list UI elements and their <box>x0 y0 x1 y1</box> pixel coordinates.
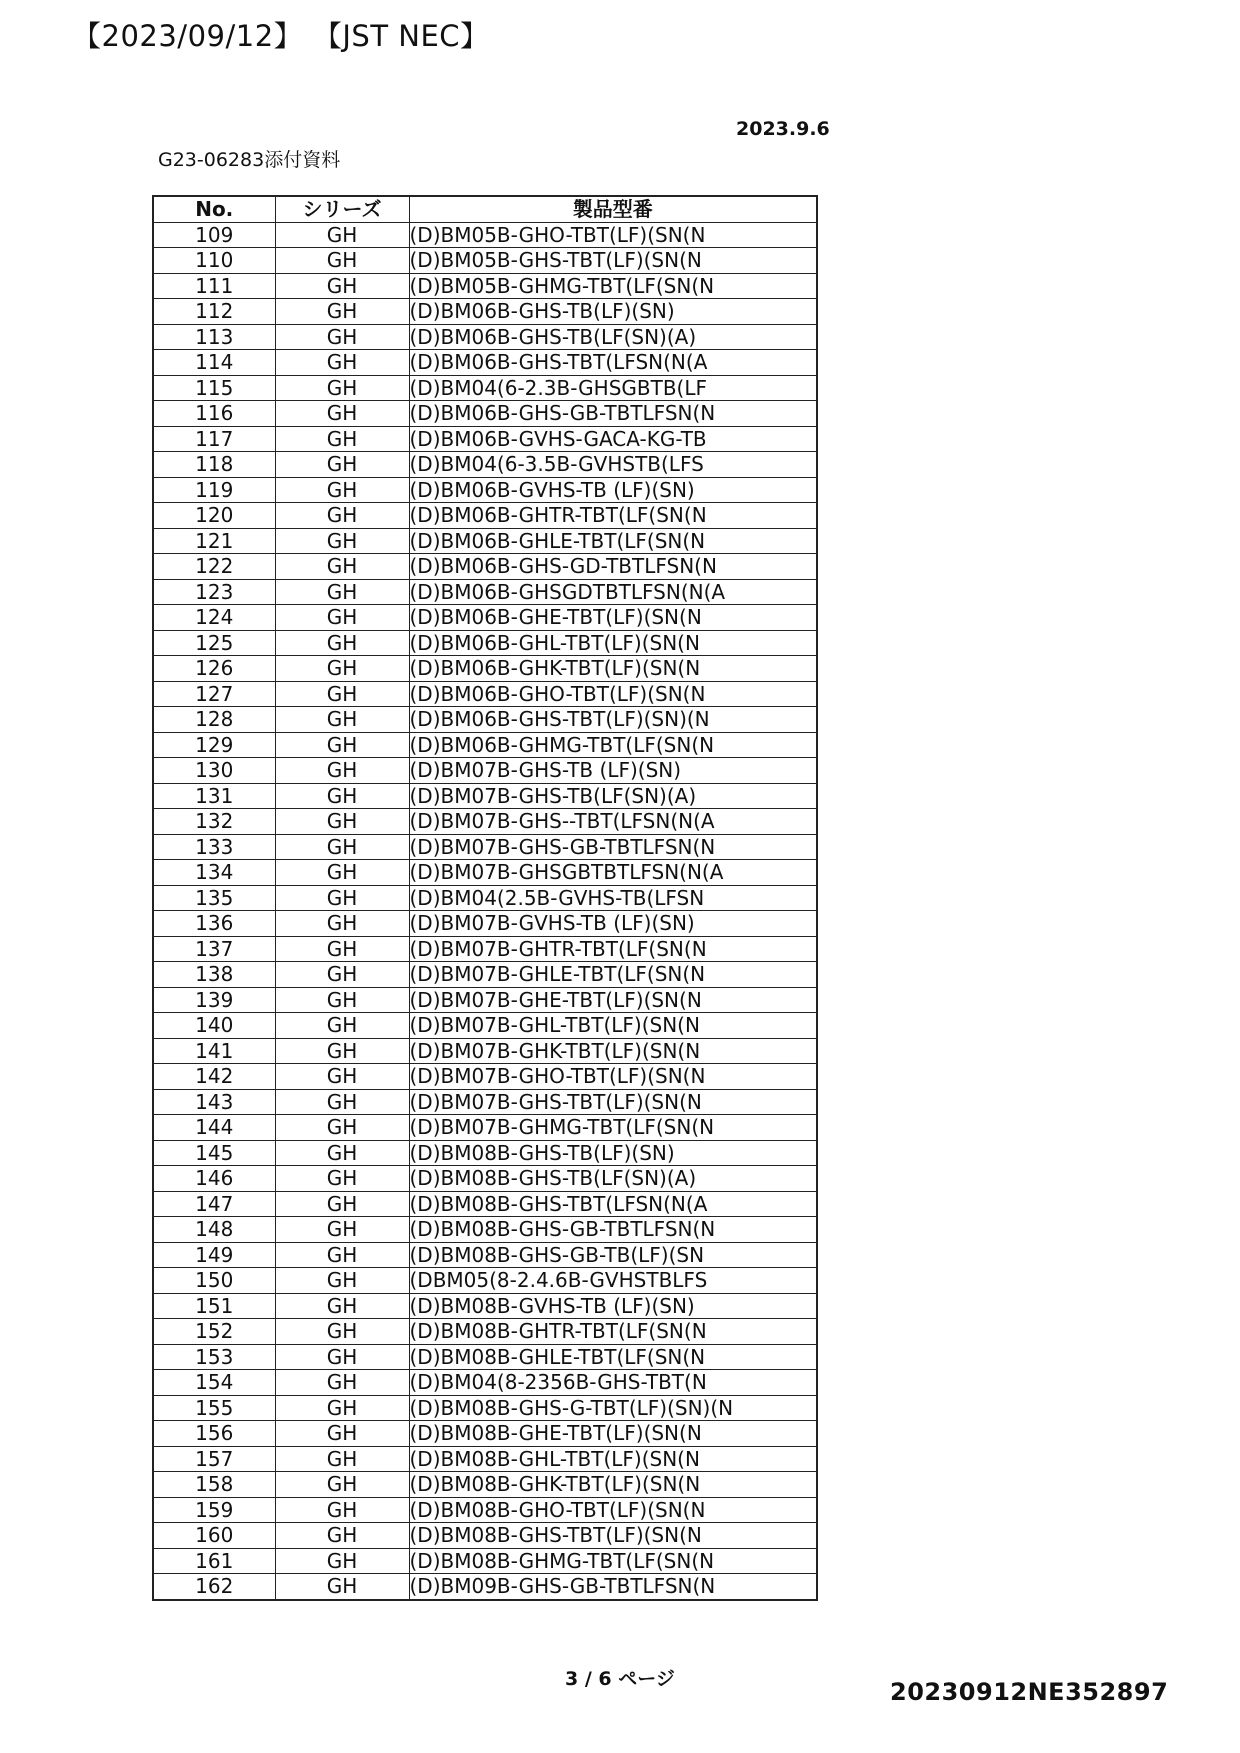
table-row <box>153 987 817 1013</box>
row-series: GH <box>275 860 409 886</box>
row-part-number: (D)BM08B-GHTR-TBT(LF(SN(N <box>409 1319 817 1345</box>
row-number: 134 <box>153 860 275 886</box>
row-part-number: (D)BM06B-GVHS-TB (LF)(SN) <box>409 477 817 503</box>
row-number: 161 <box>153 1548 275 1574</box>
row-number: 109 <box>153 222 275 248</box>
page-number: 3 / 6 ページ <box>565 1668 675 1690</box>
row-part-number: (D)BM07B-GHS-TBT(LF)(SN(N <box>409 1089 817 1115</box>
row-part-number: (D)BM06B-GHS-TB(LF)(SN) <box>409 299 817 325</box>
table-row <box>153 681 817 707</box>
row-series: GH <box>275 1421 409 1447</box>
row-series: GH <box>275 452 409 478</box>
table-row <box>153 962 817 988</box>
table-row <box>153 860 817 886</box>
table-row <box>153 477 817 503</box>
row-part-number: (D)BM06B-GHS-TBT(LF)(SN)(N <box>409 707 817 733</box>
row-series: GH <box>275 299 409 325</box>
table-row <box>153 222 817 248</box>
row-series: GH <box>275 1115 409 1141</box>
row-number: 122 <box>153 554 275 580</box>
row-number: 118 <box>153 452 275 478</box>
row-series: GH <box>275 1319 409 1345</box>
row-series: GH <box>275 1523 409 1549</box>
row-series: GH <box>275 911 409 937</box>
row-number: 150 <box>153 1268 275 1294</box>
row-part-number: (D)BM08B-GHS-GB-TB(LF)(SN <box>409 1242 817 1268</box>
row-series: GH <box>275 350 409 376</box>
row-number: 158 <box>153 1472 275 1498</box>
row-number: 123 <box>153 579 275 605</box>
row-series: GH <box>275 477 409 503</box>
row-series: GH <box>275 1395 409 1421</box>
row-series: GH <box>275 783 409 809</box>
document-id: 20230912NE352897 <box>890 1678 1169 1706</box>
row-number: 115 <box>153 375 275 401</box>
row-number: 160 <box>153 1523 275 1549</box>
table-row <box>153 452 817 478</box>
row-number: 144 <box>153 1115 275 1141</box>
row-number: 151 <box>153 1293 275 1319</box>
row-number: 142 <box>153 1064 275 1090</box>
table-row <box>153 1038 817 1064</box>
row-part-number: (D)BM06B-GHTR-TBT(LF(SN(N <box>409 503 817 529</box>
row-number: 157 <box>153 1446 275 1472</box>
row-part-number: (D)BM08B-GHS-GB-TBTLFSN(N <box>409 1217 817 1243</box>
row-number: 147 <box>153 1191 275 1217</box>
table-row <box>153 579 817 605</box>
row-series: GH <box>275 426 409 452</box>
table-row <box>153 1140 817 1166</box>
row-series: GH <box>275 1038 409 1064</box>
table-row <box>153 401 817 427</box>
row-part-number: (D)BM08B-GHK-TBT(LF)(SN(N <box>409 1472 817 1498</box>
table-row <box>153 503 817 529</box>
row-series: GH <box>275 1268 409 1294</box>
row-number: 162 <box>153 1574 275 1600</box>
row-series: GH <box>275 936 409 962</box>
row-part-number: (D)BM06B-GHK-TBT(LF)(SN(N <box>409 656 817 682</box>
row-part-number: (D)BM08B-GHMG-TBT(LF(SN(N <box>409 1548 817 1574</box>
row-part-number: (D)BM06B-GHSGDTBTLFSN(N(A <box>409 579 817 605</box>
row-part-number: (D)BM06B-GHS-TB(LF(SN)(A) <box>409 324 817 350</box>
row-number: 154 <box>153 1370 275 1396</box>
row-number: 155 <box>153 1395 275 1421</box>
row-part-number: (D)BM08B-GHS-TBT(LFSN(N(A <box>409 1191 817 1217</box>
row-number: 138 <box>153 962 275 988</box>
table-row <box>153 1115 817 1141</box>
row-number: 148 <box>153 1217 275 1243</box>
table-row <box>153 707 817 733</box>
table-row <box>153 324 817 350</box>
row-number: 135 <box>153 885 275 911</box>
row-number: 120 <box>153 503 275 529</box>
row-series: GH <box>275 375 409 401</box>
column-header-part-number: 製品型番 <box>409 196 817 222</box>
row-series: GH <box>275 1293 409 1319</box>
table-row <box>153 299 817 325</box>
row-part-number: (D)BM07B-GHS-TB (LF)(SN) <box>409 758 817 784</box>
table-row <box>153 783 817 809</box>
row-number: 139 <box>153 987 275 1013</box>
table-row <box>153 375 817 401</box>
row-part-number: (D)BM07B-GVHS-TB (LF)(SN) <box>409 911 817 937</box>
table-row <box>153 528 817 554</box>
row-part-number: (D)BM06B-GHLE-TBT(LF(SN(N <box>409 528 817 554</box>
table-row <box>153 426 817 452</box>
row-series: GH <box>275 1446 409 1472</box>
table-row <box>153 273 817 299</box>
row-number: 129 <box>153 732 275 758</box>
row-number: 117 <box>153 426 275 452</box>
row-series: GH <box>275 605 409 631</box>
table-row <box>153 834 817 860</box>
row-number: 126 <box>153 656 275 682</box>
row-series: GH <box>275 248 409 274</box>
row-series: GH <box>275 707 409 733</box>
row-series: GH <box>275 1370 409 1396</box>
row-series: GH <box>275 758 409 784</box>
row-number: 132 <box>153 809 275 835</box>
row-part-number: (D)BM07B-GHO-TBT(LF)(SN(N <box>409 1064 817 1090</box>
row-part-number: (D)BM06B-GHS-TBT(LFSN(N(A <box>409 350 817 376</box>
table-row <box>153 605 817 631</box>
row-series: GH <box>275 1013 409 1039</box>
document-date: 2023.9.6 <box>736 118 830 140</box>
row-series: GH <box>275 1166 409 1192</box>
table-row <box>153 1395 817 1421</box>
row-series: GH <box>275 1497 409 1523</box>
table-row <box>153 936 817 962</box>
row-part-number: (D)BM05B-GHS-TBT(LF)(SN(N <box>409 248 817 274</box>
row-number: 112 <box>153 299 275 325</box>
row-number: 111 <box>153 273 275 299</box>
table-row <box>153 1421 817 1447</box>
row-series: GH <box>275 1191 409 1217</box>
table-row <box>153 1574 817 1600</box>
row-number: 149 <box>153 1242 275 1268</box>
row-series: GH <box>275 401 409 427</box>
row-number: 131 <box>153 783 275 809</box>
row-part-number: (D)BM06B-GVHS-GACA-KG-TB <box>409 426 817 452</box>
row-series: GH <box>275 681 409 707</box>
table-row <box>153 554 817 580</box>
row-series: GH <box>275 1548 409 1574</box>
row-series: GH <box>275 987 409 1013</box>
row-series: GH <box>275 528 409 554</box>
row-part-number: (D)BM07B-GHMG-TBT(LF(SN(N <box>409 1115 817 1141</box>
row-series: GH <box>275 273 409 299</box>
table-row <box>153 1344 817 1370</box>
table-header-row <box>153 196 817 222</box>
row-number: 128 <box>153 707 275 733</box>
row-part-number: (D)BM04(8-2356B-GHS-TBT(N <box>409 1370 817 1396</box>
row-series: GH <box>275 1472 409 1498</box>
row-series: GH <box>275 324 409 350</box>
row-series: GH <box>275 630 409 656</box>
row-series: GH <box>275 503 409 529</box>
row-part-number: (D)BM08B-GHS-TB(LF(SN)(A) <box>409 1166 817 1192</box>
row-series: GH <box>275 222 409 248</box>
row-series: GH <box>275 1242 409 1268</box>
table-row <box>153 1497 817 1523</box>
table-row <box>153 1446 817 1472</box>
row-number: 140 <box>153 1013 275 1039</box>
row-part-number: (D)BM08B-GHLE-TBT(LF(SN(N <box>409 1344 817 1370</box>
row-part-number: (D)BM04(2.5B-GVHS-TB(LFSN <box>409 885 817 911</box>
row-part-number: (D)BM05B-GHMG-TBT(LF(SN(N <box>409 273 817 299</box>
row-series: GH <box>275 1574 409 1600</box>
row-series: GH <box>275 885 409 911</box>
table-row <box>153 885 817 911</box>
row-part-number: (D)BM08B-GHS-TB(LF)(SN) <box>409 1140 817 1166</box>
row-series: GH <box>275 1140 409 1166</box>
row-number: 143 <box>153 1089 275 1115</box>
table-row <box>153 911 817 937</box>
row-series: GH <box>275 554 409 580</box>
row-part-number: (D)BM06B-GHMG-TBT(LF(SN(N <box>409 732 817 758</box>
row-number: 137 <box>153 936 275 962</box>
row-part-number: (D)BM09B-GHS-GB-TBTLFSN(N <box>409 1574 817 1600</box>
row-part-number: (D)BM08B-GHS-TBT(LF)(SN(N <box>409 1523 817 1549</box>
row-series: GH <box>275 809 409 835</box>
row-part-number: (D)BM08B-GHL-TBT(LF)(SN(N <box>409 1446 817 1472</box>
row-part-number: (D)BM04(6-3.5B-GVHSTB(LFS <box>409 452 817 478</box>
row-number: 146 <box>153 1166 275 1192</box>
row-number: 127 <box>153 681 275 707</box>
row-part-number: (D)BM06B-GHS-GB-TBTLFSN(N <box>409 401 817 427</box>
table-row <box>153 1548 817 1574</box>
row-part-number: (D)BM06B-GHE-TBT(LF)(SN(N <box>409 605 817 631</box>
row-part-number: (DBM05(8-2.4.6B-GVHSTBLFS <box>409 1268 817 1294</box>
table-row <box>153 1293 817 1319</box>
row-part-number: (D)BM07B-GHL-TBT(LF)(SN(N <box>409 1013 817 1039</box>
table-row <box>153 1217 817 1243</box>
document-header: 【2023/09/12】 【JST NEC】 <box>72 19 490 53</box>
table-row <box>153 1370 817 1396</box>
row-part-number: (D)BM06B-GHO-TBT(LF)(SN(N <box>409 681 817 707</box>
row-part-number: (D)BM04(6-2.3B-GHSGBTB(LF <box>409 375 817 401</box>
row-number: 113 <box>153 324 275 350</box>
reference-number: G23-06283添付資料 <box>158 149 341 171</box>
row-series: GH <box>275 1344 409 1370</box>
table-row <box>153 1089 817 1115</box>
row-part-number: (D)BM07B-GHS--TBT(LFSN(N(A <box>409 809 817 835</box>
row-part-number: (D)BM07B-GHS-TB(LF(SN)(A) <box>409 783 817 809</box>
row-part-number: (D)BM08B-GHE-TBT(LF)(SN(N <box>409 1421 817 1447</box>
row-part-number: (D)BM07B-GHE-TBT(LF)(SN(N <box>409 987 817 1013</box>
product-table <box>152 195 818 1601</box>
column-header-no: No. <box>153 196 275 222</box>
table-row <box>153 248 817 274</box>
row-number: 114 <box>153 350 275 376</box>
table-row <box>153 1013 817 1039</box>
table-row <box>153 809 817 835</box>
row-part-number: (D)BM07B-GHS-GB-TBTLFSN(N <box>409 834 817 860</box>
row-part-number: (D)BM08B-GHO-TBT(LF)(SN(N <box>409 1497 817 1523</box>
table-row <box>153 1472 817 1498</box>
row-number: 124 <box>153 605 275 631</box>
row-number: 119 <box>153 477 275 503</box>
row-series: GH <box>275 579 409 605</box>
row-part-number: (D)BM06B-GHS-GD-TBTLFSN(N <box>409 554 817 580</box>
row-part-number: (D)BM07B-GHLE-TBT(LF(SN(N <box>409 962 817 988</box>
table-row <box>153 350 817 376</box>
row-number: 153 <box>153 1344 275 1370</box>
row-number: 159 <box>153 1497 275 1523</box>
row-number: 136 <box>153 911 275 937</box>
row-series: GH <box>275 1089 409 1115</box>
row-series: GH <box>275 834 409 860</box>
table-row <box>153 1268 817 1294</box>
table-row <box>153 1523 817 1549</box>
table-row <box>153 1166 817 1192</box>
row-series: GH <box>275 656 409 682</box>
row-part-number: (D)BM08B-GVHS-TB (LF)(SN) <box>409 1293 817 1319</box>
row-number: 130 <box>153 758 275 784</box>
row-part-number: (D)BM06B-GHL-TBT(LF)(SN(N <box>409 630 817 656</box>
column-header-series: シリーズ <box>275 196 409 222</box>
row-series: GH <box>275 962 409 988</box>
table-row <box>153 1242 817 1268</box>
row-series: GH <box>275 1064 409 1090</box>
row-number: 125 <box>153 630 275 656</box>
table-row <box>153 630 817 656</box>
row-number: 116 <box>153 401 275 427</box>
row-number: 152 <box>153 1319 275 1345</box>
table-row <box>153 758 817 784</box>
table-row <box>153 1191 817 1217</box>
row-part-number: (D)BM08B-GHS-G-TBT(LF)(SN)(N <box>409 1395 817 1421</box>
row-part-number: (D)BM05B-GHO-TBT(LF)(SN(N <box>409 222 817 248</box>
row-number: 145 <box>153 1140 275 1166</box>
table-row <box>153 732 817 758</box>
row-number: 156 <box>153 1421 275 1447</box>
row-number: 141 <box>153 1038 275 1064</box>
table-row <box>153 1064 817 1090</box>
row-part-number: (D)BM07B-GHSGBTBTLFSN(N(A <box>409 860 817 886</box>
row-number: 121 <box>153 528 275 554</box>
row-part-number: (D)BM07B-GHTR-TBT(LF(SN(N <box>409 936 817 962</box>
table-row <box>153 656 817 682</box>
row-series: GH <box>275 732 409 758</box>
row-number: 110 <box>153 248 275 274</box>
row-series: GH <box>275 1217 409 1243</box>
row-part-number: (D)BM07B-GHK-TBT(LF)(SN(N <box>409 1038 817 1064</box>
table-row <box>153 1319 817 1345</box>
row-number: 133 <box>153 834 275 860</box>
